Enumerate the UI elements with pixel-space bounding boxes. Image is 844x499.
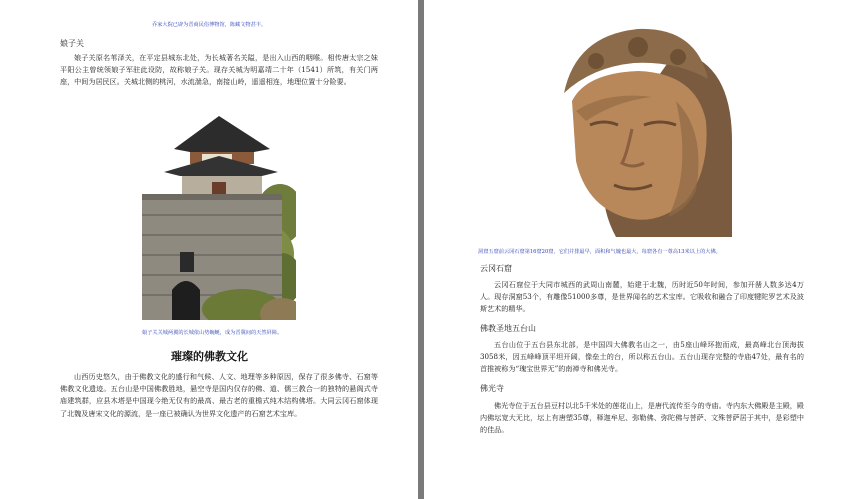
- foguangsi-heading: 佛光寺: [480, 384, 504, 393]
- buddha-photo-caption: 洞窟五窟前云冈石窟第16窟20窟，它们并排最早，面积和气魄也最大，每窟各有一尊高13米以上的大佛。: [478, 249, 721, 255]
- niangziguan-body: 娘子关原名苇泽关，在平定县城东北处，为长城著名关隘，是出入山西的咽喉。相传唐太宗之妹平阳公主曾统领娘子军驻此设防，故称娘子关。现存关城为明嘉靖二十年（1541）所筑，有关门两座，中间为居民区。关城北侧的桃河，水流湍急，南接山岭，遥遥相连，地理位置十分险要。: [60, 53, 378, 87]
- yungang-body: 云冈石窟位于大同市城西的武周山南麓，始建于北魏，历时近50年时间，参加开凿人数多达4万人。现存洞窟53个，有雕像51000多尊，是世界闻名的艺术宝库。它吸收和融合了印度犍陀罗艺术及波斯艺术的精华。: [480, 280, 804, 314]
- buddhist-culture-body: 山西历史悠久，由于佛教文化的盛行和气候、人文、地理等多种原因，保存了很多佛寺、石窟等佛教文化遗迹。五台山是中国佛教胜地，悬空寺是国内仅存的佛、道、儒三教合一的独特的悬阁式寺庙建筑群，应县木塔是中国现今绝无仅有的最高、最古老的重檐式纯木结构佛塔。大同云冈石窟体现了北魏及唐宋文化的源流，是一座已被确认为世界文化遗产的石窟艺术宝库。: [60, 372, 378, 418]
- niangziguan-heading: 娘子关: [60, 39, 84, 48]
- left-page: [0, 0, 418, 499]
- left-top-caption: 乔家大院已辟为晋商民俗博物馆，陈藏文物甚丰。: [152, 22, 267, 28]
- yungang-heading: 云冈石窟: [480, 264, 512, 273]
- wutaishan-heading: 佛教圣地五台山: [480, 324, 536, 333]
- niangziguan-photo: [142, 104, 296, 320]
- niangziguan-photo-caption: 娘子关关城两翼的长城依山势蜿蜒，成为晋冀间的天然屏障。: [142, 330, 283, 336]
- right-page: [424, 0, 844, 499]
- buddhist-culture-title: 璀璨的佛教文化: [171, 350, 248, 363]
- buddha-photo: [556, 21, 732, 237]
- wutaishan-body: 五台山位于五台县东北部，是中国四大佛教名山之一，由5座山峰环抱而成，最高峰北台顶海拔3058米，因五峰峰顶平坦开阔，像垒土的台，所以称五台山。五台山现存完整的寺庙47处，最有名的首推被称为“瑰宝世界无”的南禅寺和佛光寺。: [480, 340, 804, 374]
- foguangsi-body: 佛光寺位于五台县豆村以北5千米处的莲花山上，是唐代流传至今的寺庙。寺内东大佛殿是主殿，殿内佛坛宽大无比，坛上有唐塑35尊，释迦牟尼、弥勒佛、弥陀佛与菩萨、文殊菩萨居于其中，是彩塑中的佳品。: [480, 401, 804, 435]
